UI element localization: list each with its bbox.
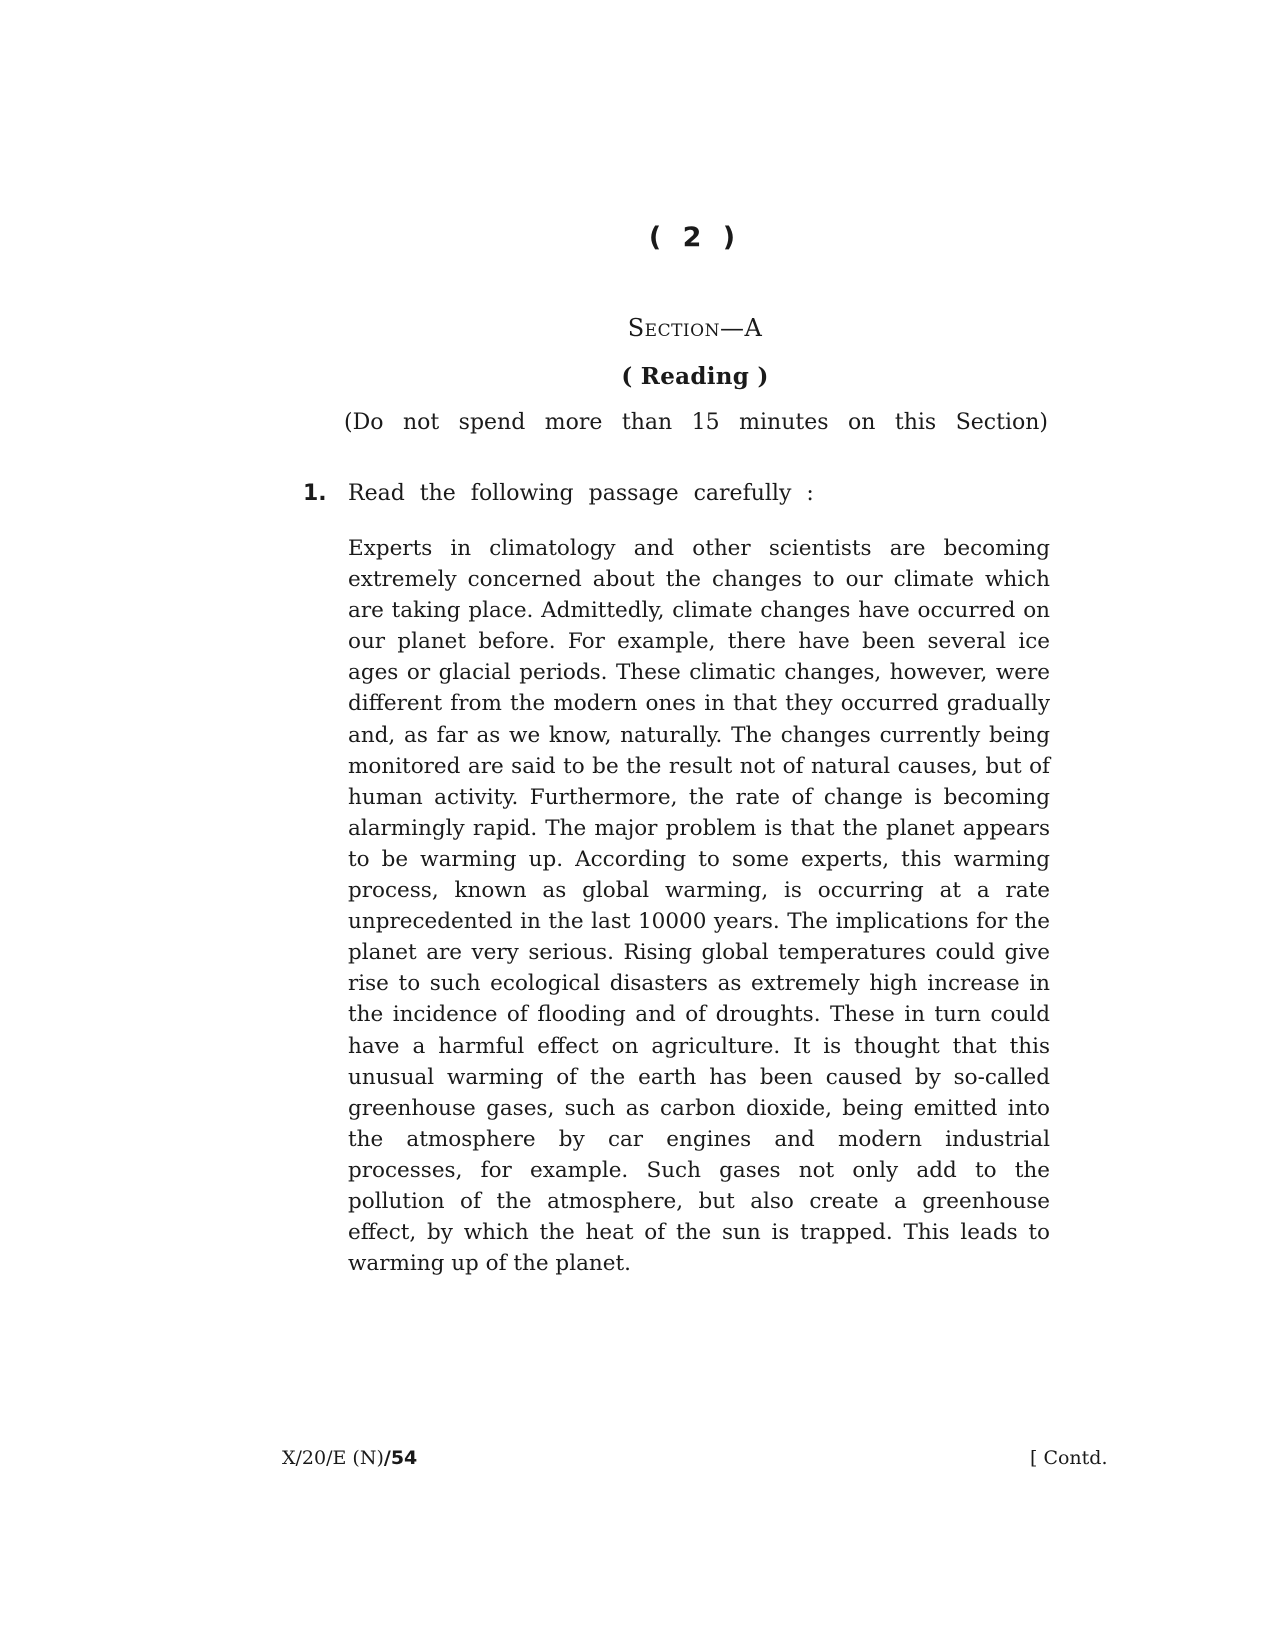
section-heading: Section—A	[627, 314, 763, 342]
footer-code-suffix: /54	[383, 1447, 418, 1469]
section-subheading: ( Reading )	[621, 363, 769, 390]
page-number: ( 2 )	[648, 222, 742, 253]
passage-text: Experts in climatology and other scientists are becoming extremely concerned about the changes to our climate which are taking place. Admittedly, climate changes have occurred on our planet before. For example, there have been several ice ages or glacial periods. These climatic changes, however, were different from the modern ones in that they occurred gradually and, as far as we know, naturally. The changes currently being monitored are said to be the result not of natural causes, but of human activity. Furthermore, the rate of change is becoming alarmingly rapid. The major problem is that the planet appears to be warming up. According to some experts, this warming process, known as global warming, is occurring at a rate unprecedented in the last 10000 years. The implications for the planet are very serious. Rising global temperatures could give rise to such ecological disasters as extremely high increase in the incidence of flooding and of droughts. These in turn could have a harmful effect on agriculture. It is thought that this unusual warming of the earth has been caused by so-called greenhouse gases, such as carbon dioxide, being emitted into the atmosphere by car engines and modern industrial processes, for example. Such gases not only add to the pollution of the atmosphere, but also create a greenhouse effect, by which the heat of the sun is trapped. This leads to warming up of the planet.	[348, 536, 1050, 1277]
footer-paper-code	[282, 1447, 417, 1469]
question-prompt: Read the following passage carefully :	[348, 481, 814, 506]
section-instruction: (Do not spend more than 15 minutes on this Section)	[344, 410, 1048, 435]
reading-passage	[348, 533, 1050, 1279]
footer-continued: [ Contd.	[1030, 1447, 1108, 1469]
question-number: 1.	[303, 481, 327, 506]
footer-code-prefix: X/20/E (N)	[282, 1447, 384, 1469]
